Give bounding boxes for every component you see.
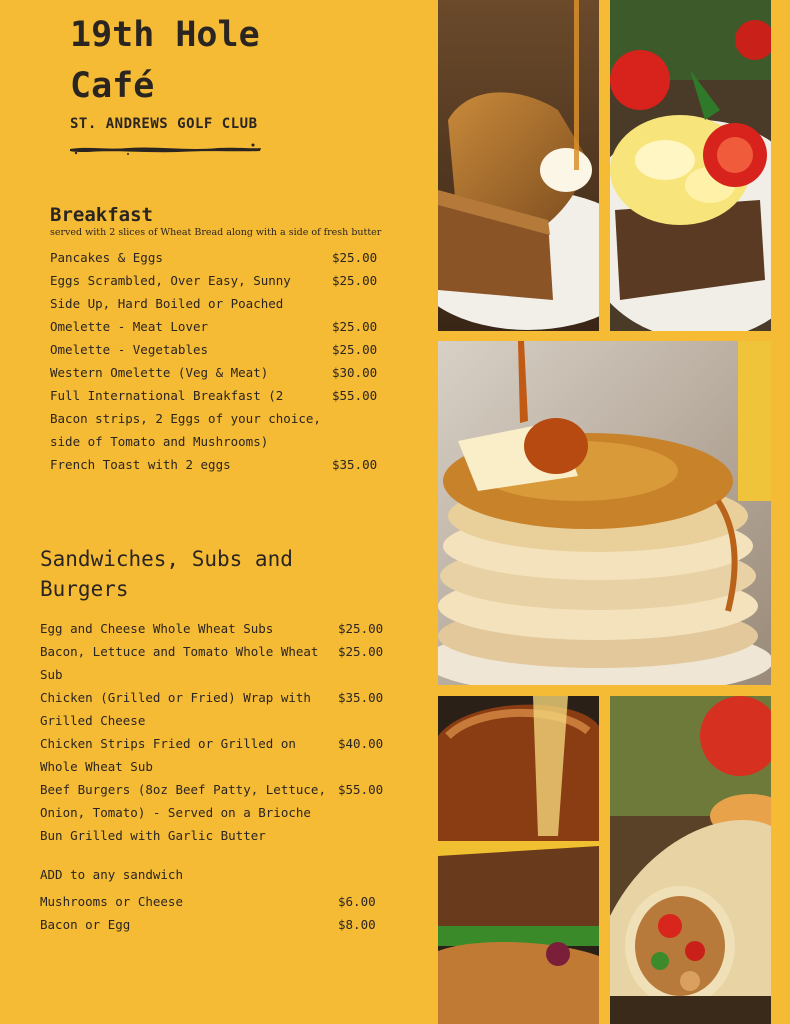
menu-item [40, 890, 390, 913]
item-price: $25.00 [332, 319, 378, 334]
menu-item [50, 361, 390, 384]
cafe-title [70, 10, 260, 112]
breakfast-heading: Breakfast [50, 204, 153, 226]
breakfast-note: served with 2 slices of Wheat Bread along with a side of fresh butter [50, 227, 382, 238]
item-name: French Toast with 2 eggs [50, 457, 231, 472]
item-price: $25.00 [332, 342, 378, 357]
menu-item [50, 269, 390, 315]
item-name: Chicken Strips Fried or Grilled on Whole Wheat Sub [40, 736, 296, 774]
menu-item [50, 384, 390, 453]
menu-item [50, 453, 390, 476]
breakfast-menu [50, 246, 390, 476]
burger-photo [438, 696, 599, 1024]
item-price: $35.00 [338, 690, 384, 705]
sandwiches-heading: Sandwiches, Subs and Burgers [40, 547, 293, 601]
item-name: Chicken (Grilled or Fried) Wrap with Grilled Cheese [40, 690, 311, 728]
menu-item [40, 617, 390, 640]
wrap-photo [610, 696, 771, 1024]
menu-item [40, 778, 390, 847]
item-name: Egg and Cheese Whole Wheat Subs [40, 621, 274, 636]
item-name: Bacon or Egg [40, 917, 131, 932]
club-subtitle: ST. ANDREWS GOLF CLUB [70, 116, 258, 132]
item-price: $55.00 [332, 388, 378, 403]
item-name: Western Omelette (Veg & Meat) [50, 365, 269, 380]
menu-item [40, 732, 390, 778]
item-price: $40.00 [338, 736, 384, 751]
item-price: $6.00 [338, 894, 376, 909]
item-price: $25.00 [338, 644, 384, 659]
item-price: $35.00 [332, 457, 378, 472]
menu-item [40, 913, 390, 936]
pancakes-photo [438, 341, 771, 685]
item-name: Full International Breakfast (2 Bacon strips, 2 Eggs of your choice, side of Tomato and Mushrooms) [50, 388, 321, 449]
brush-stroke-divider [68, 140, 264, 156]
addons-menu [40, 890, 390, 936]
item-price: $8.00 [338, 917, 376, 932]
title-line-1: 19th Hole [70, 15, 260, 55]
menu-item [40, 686, 390, 732]
item-price: $55.00 [338, 782, 384, 797]
sandwiches-menu [40, 617, 390, 847]
menu-item [50, 338, 390, 361]
item-name: Omelette - Meat Lover [50, 319, 209, 334]
item-name: Pancakes & Eggs [50, 250, 163, 265]
menu-item [50, 315, 390, 338]
item-name: Beef Burgers (8oz Beef Patty, Lettuce, Onion, Tomato) - Served on a Brioche Bun Grilled with Garlic Butter [40, 782, 326, 843]
item-name: Mushrooms or Cheese [40, 894, 183, 909]
item-price: $25.00 [332, 273, 378, 288]
item-price: $25.00 [338, 621, 384, 636]
french-toast-photo [438, 0, 599, 331]
item-name: Omelette - Vegetables [50, 342, 209, 357]
item-price: $25.00 [332, 250, 378, 265]
item-name: Bacon, Lettuce and Tomato Whole Wheat Sub [40, 644, 319, 682]
menu-item [50, 246, 390, 269]
scrambled-eggs-photo [610, 0, 771, 331]
item-name: Eggs Scrambled, Over Easy, Sunny Side Up, Hard Boiled or Poached [50, 273, 291, 311]
item-price: $30.00 [332, 365, 378, 380]
title-line-2: Café [70, 66, 155, 106]
menu-item [40, 640, 390, 686]
addons-heading: ADD to any sandwich [40, 867, 183, 882]
